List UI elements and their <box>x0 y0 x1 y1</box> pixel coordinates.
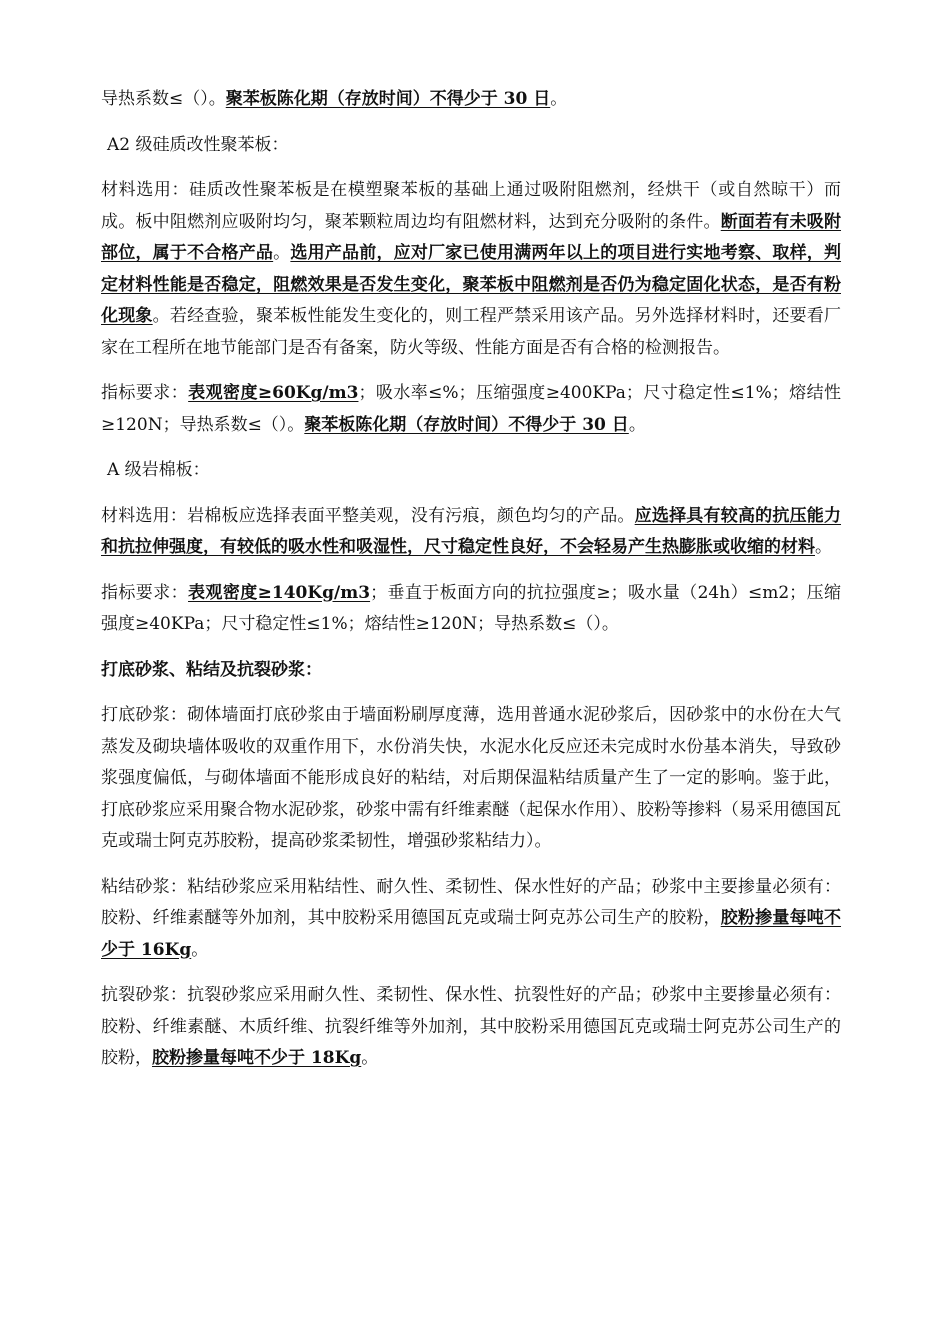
emphasis-run: 聚苯板陈化期（存放时间）不得少于 30 日 <box>225 89 551 109</box>
text-run: 打底砂浆：砌体墙面打底砂浆由于墙面粉刷厚度薄，选用普通水泥砂浆后，因砂浆中的水份在大气蒸发及砌块墙体吸收的双重作用下，水份消失快，水泥水化反应还未完成时水份基本消失，导致砂浆强度偏低，与砌体墙面不能形成良好的粘结，对后期保温粘结质量产生了一定的影响。鉴于此，打底砂浆应采用聚合物水泥砂浆，砂浆中需有纤维素醚（起保水作用）、胶粉等掺料（易采用德国瓦克或瑞士阿克苏胶粉，提高砂浆柔韧性，增强砂浆粘结力）。 <box>101 705 841 851</box>
emphasis-run: 应选择具有较高的抗压能力和抗拉伸强度，有较低的吸水性和吸湿性，尺寸稳定性良好，不会轻易产生热膨胀或收缩的材料 <box>101 505 842 557</box>
subheading-a2-silica-eps-board <box>107 130 841 162</box>
text-run: 粘结砂浆：粘结砂浆应采用粘结性、耐久性、柔韧性、保水性好的产品；砂浆中主要掺量必须有：胶粉、纤维素醚等外加剂，其中胶粉采用德国瓦克或瑞士阿克苏公司生产的胶粉， <box>101 876 841 928</box>
emphasis-run: 选用产品前，应对厂家已使用满两年以上的项目进行实地考察、取样，判定材料性能是否稳定，阻燃效果是否发生变化，聚苯板中阻燃剂是否仍为稳定固化状态，是否有粉化现象 <box>101 243 842 326</box>
text-run: ；吸水率≤%；压缩强度≥400KPa；尺寸稳定性≤1%；熔结性≥120N；导热系数≤（）。 <box>101 383 842 435</box>
emphasis-run: 胶粉掺量每吨不少于 18Kg <box>152 1048 362 1068</box>
text-run: 抗裂砂浆：抗裂砂浆应采用耐久性、柔韧性、保水性、抗裂性好的产品；砂浆中主要掺量必须有：胶粉、纤维素醚、木质纤维、抗裂纤维等外加剂，其中胶粉采用德国瓦克或瑞士阿克苏公司生产的胶粉， <box>101 985 841 1068</box>
text-run: 。 <box>191 939 209 960</box>
section-heading-mortars <box>101 655 841 687</box>
text-run: 材料选用：岩棉板应选择表面平整美观，没有污痕，颜色均匀的产品。 <box>101 505 635 526</box>
text-run: 。 <box>815 537 832 557</box>
document-page <box>101 84 841 1089</box>
text-run: 导热系数≤（）。 <box>101 89 226 109</box>
heading-text: 打底砂浆、粘结及抗裂砂浆： <box>101 659 322 680</box>
paragraph-index-requirements-rock-wool <box>101 578 841 641</box>
text-run: 。 <box>361 1048 379 1068</box>
text-run: 指标要求： <box>101 582 189 603</box>
text-run: ；垂直于板面方向的抗拉强度≥；吸水量（24h）≤m2；压缩强度≥40KPa；尺寸稳定性≤1%；熔结性≥120N；导热系数≤（）。 <box>101 582 841 634</box>
paragraph-material-selection-a2 <box>101 175 841 364</box>
text-run: 。 <box>550 89 568 109</box>
emphasis-run: 胶粉掺量每吨不少于 16Kg <box>101 908 842 960</box>
paragraph-anti-crack-mortar <box>101 980 841 1075</box>
emphasis-run: 表观密度≥60Kg/m3 <box>188 383 359 403</box>
text-run: 材料选用：硅质改性聚苯板是在模塑聚苯板的基础上通过吸附阻燃剂，经烘干（或自然晾干）而成。板中阻燃剂应吸附均匀，聚苯颗粒周边均有阻燃材料，达到充分吸附的条件。 <box>101 180 841 232</box>
text-run: A 级岩棉板： <box>107 460 210 480</box>
emphasis-run: 聚苯板陈化期（存放时间）不得少于 30 日 <box>304 414 629 435</box>
paragraph-thermal-conductivity-line <box>101 84 841 116</box>
paragraph-bonding-mortar <box>101 872 841 967</box>
paragraph-index-requirements-a2 <box>101 378 841 441</box>
text-run: A2 级硅质改性聚苯板： <box>107 134 289 155</box>
emphasis-run: 断面若有未吸附部位，属于不合格产品 <box>101 211 842 263</box>
text-run: 指标要求： <box>101 383 189 403</box>
subheading-a-rock-wool-board <box>107 455 841 487</box>
text-run: 。 <box>628 414 646 435</box>
paragraph-material-selection-rock-wool <box>101 501 841 564</box>
text-run: 。若经查验，聚苯板性能发生变化的，则工程严禁采用该产品。另外选择材料时，还要看厂家在工程所在地节能部门是否有备案，防火等级、性能方面是否有合格的检测报告。 <box>101 306 842 358</box>
emphasis-run: 表观密度≥140Kg/m3 <box>188 582 371 603</box>
paragraph-base-mortar <box>101 700 841 858</box>
text-run: 。 <box>273 243 291 263</box>
